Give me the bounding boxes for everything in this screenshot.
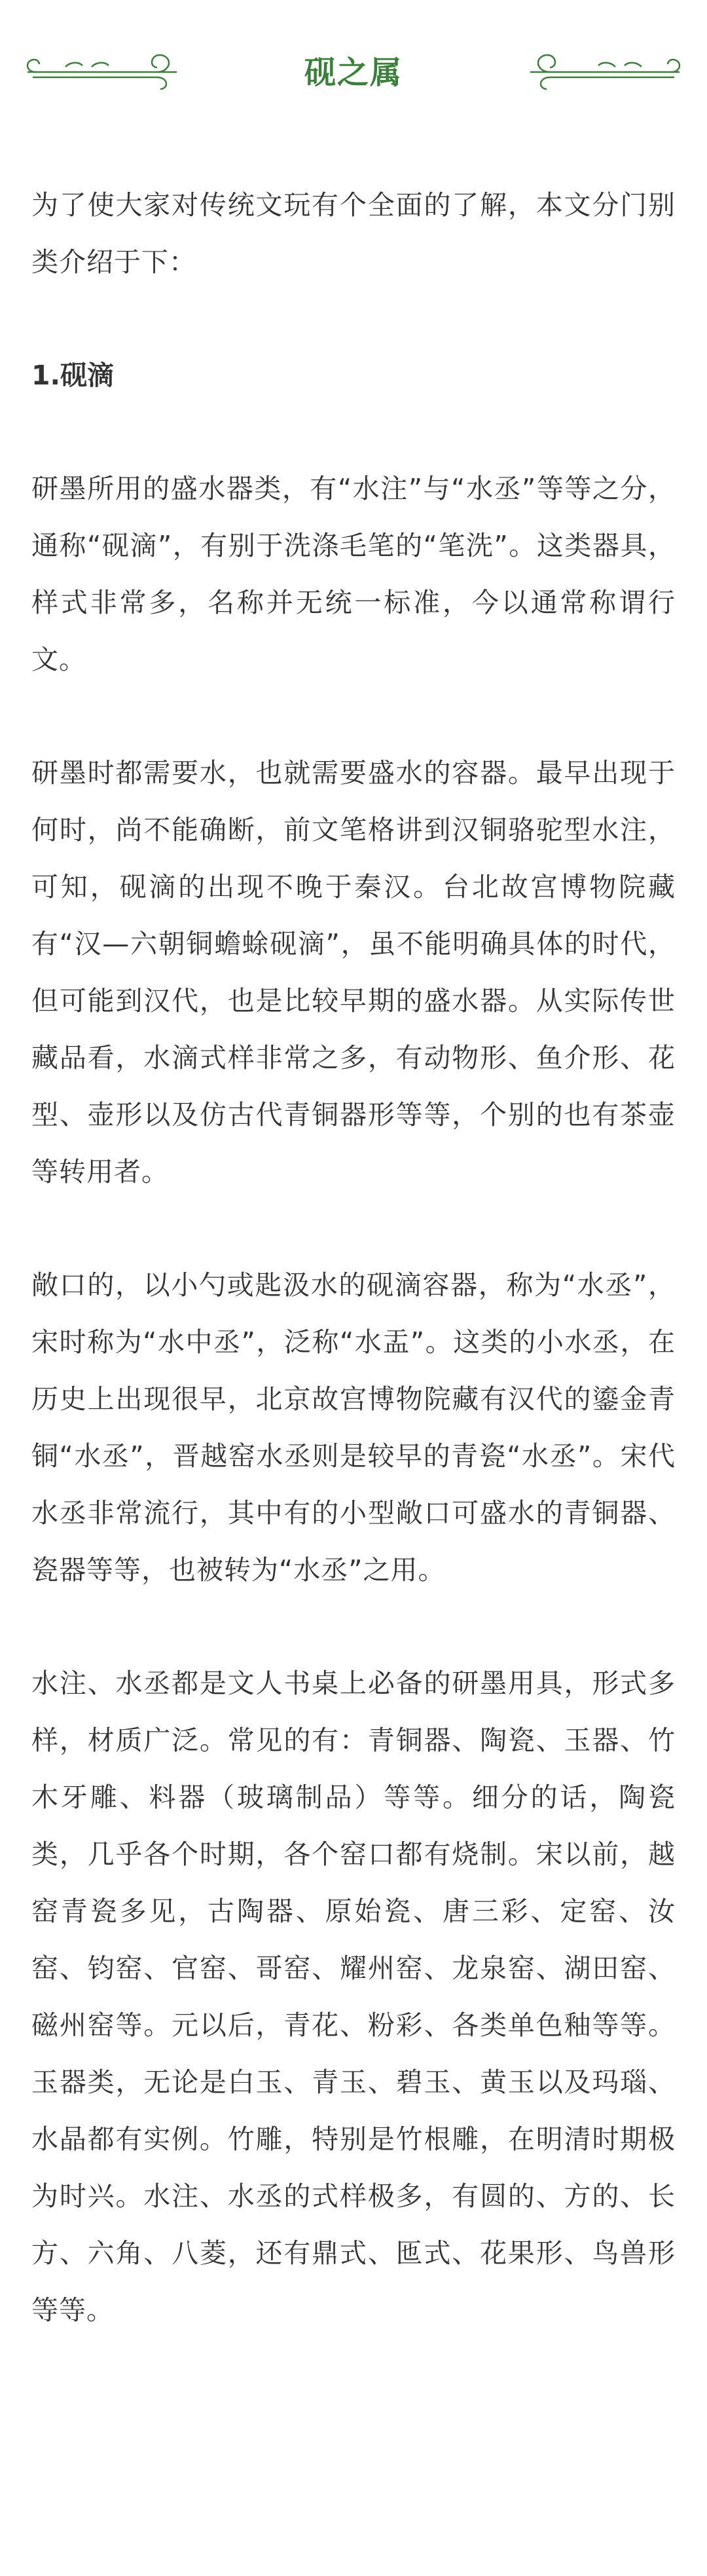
page-title: 砚之属 (304, 54, 403, 91)
section-header (0, 39, 707, 98)
paragraph-1: 研墨所用的盛水器类，有“水注”与“水丞”等等之分，通称“砚滴”，有别于洗涤毛笔的“笔洗”。这类器具，样式非常多，名称并无统一标准，今以通常称谓行文。 (31, 473, 676, 675)
article-body (31, 177, 676, 2395)
cloud-scroll-ornament-right-icon (517, 51, 681, 90)
paragraph-3: 敞口的，以小勺或匙汲水的砚滴容器，称为“水丞”，宋时称为“水中丞”，泛称“水盂”。这类的小水丞，在历史上出现很早，北京故宫博物院藏有汉代的鎏金青铜“水丞”，晋越窑水丞则是较早的青瓷“水丞”。宋代水丞非常流行，其中有的小型敞口可盛水的青铜器、瓷器等等，也被转为“水丞”之用。 (31, 1269, 676, 1586)
paragraph-2: 研墨时都需要水，也就需要盛水的容器。最早出现于何时，尚不能确断，前文笔格讲到汉铜骆驼型水注，可知，砚滴的出现不晚于秦汉。台北故宫博物院藏有“汉—六朝铜蟾蜍砚滴”，虽不能明确具体的时代，但可能到汉代，也是比较早期的盛水器。从实际传世藏品看，水滴式样非常之多，有动物形、鱼介形、花型、壶形以及仿古代青铜器形等等，个别的也有茶壶等转用者。 (31, 757, 676, 1187)
intro-paragraph: 为了使大家对传统文玩有个全面的了解，本文分门别类介绍于下： (31, 189, 676, 278)
section-heading: 1.砚滴 (31, 360, 115, 391)
paragraph-4: 水注、水丞都是文人书桌上必备的研墨用具，形式多样，材质广泛。常见的有：青铜器、陶瓷、玉器、竹木牙雕、料器（玻璃制品）等等。细分的话，陶瓷类，几乎各个时期，各个窑口都有烧制。宋以前，越窑青瓷多见，古陶器、原始瓷、唐三彩、定窑、汝窑、钧窑、官窑、哥窑、耀州窑、龙泉窑、湖田窑、磁州窑等。元以后，青花、粉彩、各类单色釉等等。玉器类，无论是白玉、青玉、碧玉、黄玉以及玛瑙、水晶都有实例。竹雕，特别是竹根雕，在明清时期极为时兴。水注、水丞的式样极多，有圆的、方的、长方、六角、八菱，还有鼎式、匜式、花果形、鸟兽形等等。 (31, 1668, 676, 2326)
